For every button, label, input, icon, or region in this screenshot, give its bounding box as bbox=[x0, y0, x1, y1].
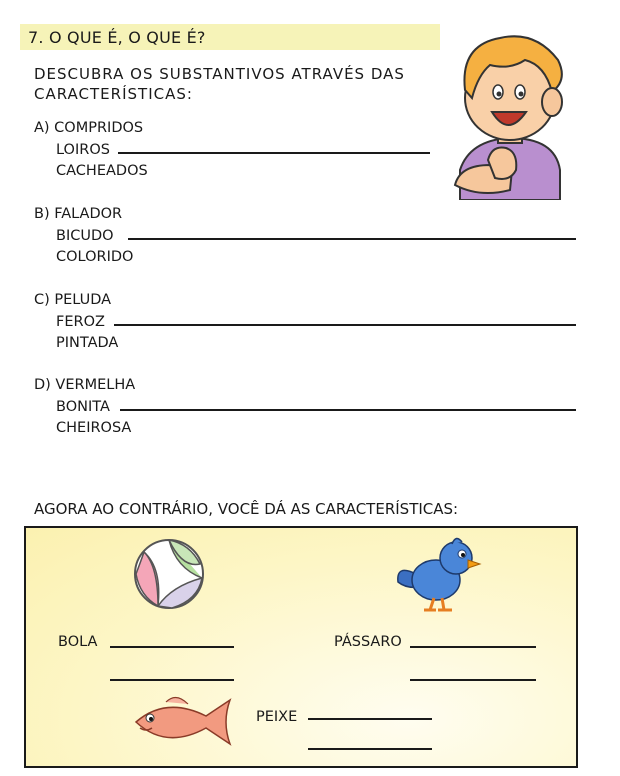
answer-line-d[interactable] bbox=[120, 409, 576, 411]
item-a-line1: A) COMPRIDOS bbox=[34, 120, 144, 136]
fish-answer-line-2[interactable] bbox=[308, 748, 432, 750]
item-d-line3: CHEIROSA bbox=[56, 420, 132, 436]
fish-answer-line-1[interactable] bbox=[308, 718, 432, 720]
answer-line-c[interactable] bbox=[114, 324, 576, 326]
ball-answer-line-2[interactable] bbox=[110, 679, 234, 681]
bird-answer-line-1[interactable] bbox=[410, 646, 536, 648]
item-b-line3: COLORIDO bbox=[56, 249, 134, 265]
ball-icon bbox=[132, 538, 206, 610]
item-c-line3: PINTADA bbox=[56, 335, 119, 351]
fish-icon bbox=[126, 688, 236, 754]
item-d-line2: BONITA bbox=[56, 399, 110, 415]
ball-label: BOLA bbox=[58, 634, 98, 650]
answer-line-b[interactable] bbox=[128, 238, 576, 240]
part2-heading: AGORA AO CONTRÁRIO, VOCÊ DÁ AS CARACTERÍSTICAS: bbox=[34, 500, 459, 518]
exercise-title: 7. O QUE É, O QUE É? bbox=[28, 28, 206, 47]
item-c-line1: C) PELUDA bbox=[34, 292, 112, 308]
answer-line-a[interactable] bbox=[118, 152, 430, 154]
item-c-line2: FEROZ bbox=[56, 314, 105, 330]
item-d-line1: D) VERMELHA bbox=[34, 377, 136, 393]
item-b-line2: BICUDO bbox=[56, 228, 114, 244]
bird-icon bbox=[394, 534, 484, 616]
boy-illustration bbox=[440, 20, 590, 200]
fish-label: PEIXE bbox=[256, 709, 298, 725]
bird-label: PÁSSARO bbox=[334, 634, 402, 650]
bird-answer-line-2[interactable] bbox=[410, 679, 536, 681]
ball-answer-line-1[interactable] bbox=[110, 646, 234, 648]
instruction-text: DESCUBRA OS SUBSTANTIVOS ATRAVÉS DAS CARACTERÍSTICAS: bbox=[34, 65, 405, 103]
item-a-line3: CACHEADOS bbox=[56, 163, 148, 179]
item-a-line2: LOIROS bbox=[56, 142, 110, 158]
item-b-line1: B) FALADOR bbox=[34, 206, 123, 222]
